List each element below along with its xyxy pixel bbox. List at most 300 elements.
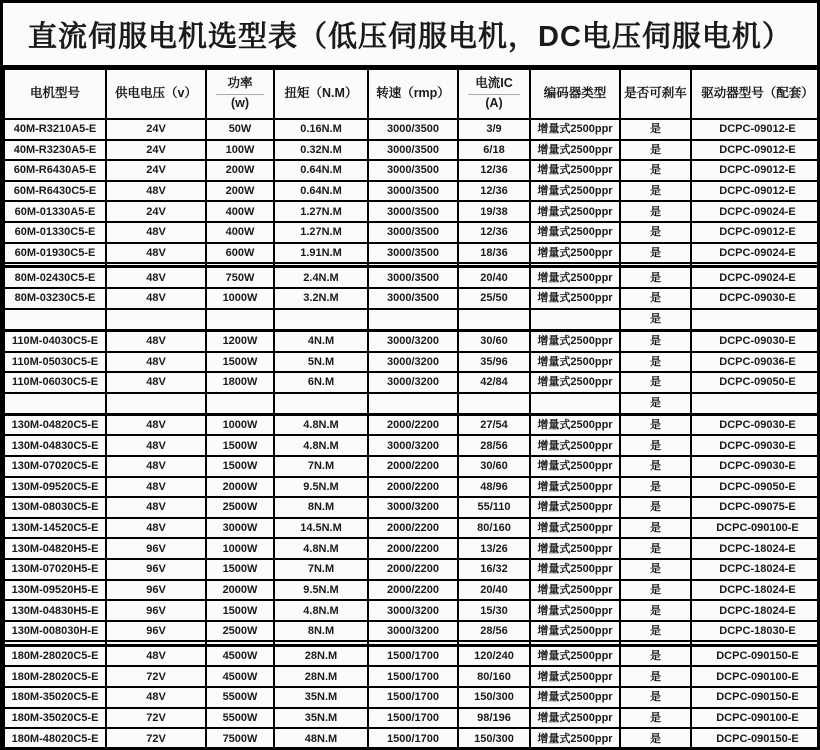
cell-brake: 是: [620, 414, 691, 435]
cell-torque: 0.64N.M: [274, 181, 368, 202]
cell-encoder: 增量式2500ppr: [530, 708, 620, 729]
cell-voltage: 72V: [106, 728, 206, 749]
cell-model: 80M-03230C5-E: [4, 288, 106, 309]
cell-current: 18/36: [458, 243, 530, 264]
cell-driver: DCPC-09030-E: [691, 288, 820, 309]
cell-model: 40M-R3230A5-E: [4, 140, 106, 161]
cell-speed: 3000/3200: [368, 621, 458, 642]
cell-encoder: 增量式2500ppr: [530, 119, 620, 140]
cell-power: 5500W: [206, 708, 274, 729]
cell-torque: 28N.M: [274, 645, 368, 666]
cell-speed: 2000/2200: [368, 456, 458, 477]
cell-current: 20/40: [458, 267, 530, 288]
cell-brake: 是: [620, 456, 691, 477]
spacer-row: [4, 309, 820, 330]
cell-model: 130M-09520C5-E: [4, 477, 106, 498]
column-header-voltage: 供电电压（v）: [106, 69, 206, 119]
cell-encoder: 增量式2500ppr: [530, 518, 620, 539]
cell-power: 100W: [206, 140, 274, 161]
cell-current: 25/50: [458, 288, 530, 309]
cell-driver: DCPC-090150-E: [691, 645, 820, 666]
cell-speed: 3000/3200: [368, 435, 458, 456]
cell-encoder: 增量式2500ppr: [530, 600, 620, 621]
cell-encoder: 增量式2500ppr: [530, 160, 620, 181]
cell-encoder: 增量式2500ppr: [530, 477, 620, 498]
cell-driver: DCPC-09024-E: [691, 201, 820, 222]
cell-model: 130M-04820H5-E: [4, 538, 106, 559]
cell-voltage: 48V: [106, 414, 206, 435]
cell-current: 13/26: [458, 538, 530, 559]
cell-speed: 2000/2200: [368, 538, 458, 559]
cell-model: [4, 393, 106, 414]
cell-brake: 是: [620, 160, 691, 181]
cell-torque: 4.8N.M: [274, 435, 368, 456]
table-row: [4, 518, 820, 539]
cell-current: 20/40: [458, 580, 530, 601]
cell-encoder: 增量式2500ppr: [530, 222, 620, 243]
cell-driver: DCPC-09075-E: [691, 497, 820, 518]
cell-speed: 2000/2200: [368, 580, 458, 601]
cell-model: 130M-04830C5-E: [4, 435, 106, 456]
cell-brake: 是: [620, 518, 691, 539]
cell-model: 60M-01330A5-E: [4, 201, 106, 222]
cell-voltage: 48V: [106, 456, 206, 477]
cell-power: 1000W: [206, 538, 274, 559]
cell-voltage: 24V: [106, 201, 206, 222]
cell-power: 1500W: [206, 352, 274, 373]
cell-model: 180M-48020C5-E: [4, 728, 106, 749]
cell-brake: 是: [620, 330, 691, 351]
cell-brake: 是: [620, 309, 691, 330]
table-row: [4, 538, 820, 559]
cell-power: 4500W: [206, 666, 274, 687]
cell-speed: 3000/3500: [368, 288, 458, 309]
cell-brake: 是: [620, 267, 691, 288]
cell-current: 15/30: [458, 600, 530, 621]
cell-torque: 1.91N.M: [274, 243, 368, 264]
cell-encoder: 增量式2500ppr: [530, 201, 620, 222]
column-header-power-unit: (w): [216, 94, 264, 112]
table-row: [4, 414, 820, 435]
cell-encoder: 增量式2500ppr: [530, 497, 620, 518]
cell-torque: 2.4N.M: [274, 267, 368, 288]
cell-power: 750W: [206, 267, 274, 288]
cell-torque: 5N.M: [274, 352, 368, 373]
cell-brake: 是: [620, 538, 691, 559]
cell-power: 600W: [206, 243, 274, 264]
cell-speed: 1500/1700: [368, 728, 458, 749]
cell-encoder: 增量式2500ppr: [530, 645, 620, 666]
cell-model: 80M-02430C5-E: [4, 267, 106, 288]
cell-model: 60M-01930C5-E: [4, 243, 106, 264]
cell-voltage: 24V: [106, 160, 206, 181]
cell-current: 150/300: [458, 687, 530, 708]
cell-power: [206, 393, 274, 414]
cell-power: 50W: [206, 119, 274, 140]
cell-voltage: 48V: [106, 645, 206, 666]
column-header-current-unit: (A): [468, 94, 520, 112]
cell-voltage: 48V: [106, 352, 206, 373]
cell-torque: 4N.M: [274, 330, 368, 351]
cell-model: 130M-07020H5-E: [4, 559, 106, 580]
cell-torque: 1.27N.M: [274, 201, 368, 222]
cell-driver: DCPC-09024-E: [691, 243, 820, 264]
cell-current: 120/240: [458, 645, 530, 666]
cell-brake: 是: [620, 580, 691, 601]
cell-encoder: 增量式2500ppr: [530, 352, 620, 373]
cell-driver: DCPC-18024-E: [691, 600, 820, 621]
cell-voltage: [106, 309, 206, 330]
cell-power: 1500W: [206, 559, 274, 580]
table-row: [4, 580, 820, 601]
cell-voltage: 48V: [106, 518, 206, 539]
cell-voltage: 48V: [106, 330, 206, 351]
cell-power: 200W: [206, 181, 274, 202]
cell-speed: 2000/2200: [368, 559, 458, 580]
column-header-encoder: 编码器类型: [530, 69, 620, 119]
cell-voltage: 48V: [106, 243, 206, 264]
cell-model: 180M-35020C5-E: [4, 687, 106, 708]
cell-torque: 6N.M: [274, 372, 368, 393]
cell-brake: 是: [620, 393, 691, 414]
cell-current: 28/56: [458, 621, 530, 642]
cell-power: 4500W: [206, 645, 274, 666]
cell-current: [458, 309, 530, 330]
cell-driver: DCPC-09036-E: [691, 352, 820, 373]
cell-driver: DCPC-09012-E: [691, 160, 820, 181]
table-row: [4, 666, 820, 687]
cell-voltage: 24V: [106, 140, 206, 161]
cell-torque: 0.32N.M: [274, 140, 368, 161]
cell-speed: 3000/3500: [368, 160, 458, 181]
cell-model: 130M-008030H-E: [4, 621, 106, 642]
cell-speed: 1500/1700: [368, 687, 458, 708]
cell-torque: 9.5N.M: [274, 580, 368, 601]
table-row: [4, 119, 820, 140]
cell-model: 130M-04830H5-E: [4, 600, 106, 621]
cell-brake: 是: [620, 119, 691, 140]
cell-brake: 是: [620, 288, 691, 309]
cell-encoder: 增量式2500ppr: [530, 538, 620, 559]
column-header-speed: 转速（rmp）: [368, 69, 458, 119]
cell-driver: DCPC-09024-E: [691, 267, 820, 288]
table-row: [4, 288, 820, 309]
cell-brake: 是: [620, 497, 691, 518]
cell-power: 1200W: [206, 330, 274, 351]
cell-torque: 0.16N.M: [274, 119, 368, 140]
column-header-torque: 扭矩（N.M）: [274, 69, 368, 119]
cell-encoder: 增量式2500ppr: [530, 288, 620, 309]
cell-power: 2000W: [206, 477, 274, 498]
cell-driver: DCPC-09030-E: [691, 414, 820, 435]
cell-power: 200W: [206, 160, 274, 181]
motor-spec-table: [3, 68, 820, 750]
cell-brake: 是: [620, 645, 691, 666]
table-row: [4, 330, 820, 351]
cell-speed: 3000/3200: [368, 352, 458, 373]
cell-torque: 4.8N.M: [274, 414, 368, 435]
cell-model: 130M-07020C5-E: [4, 456, 106, 477]
cell-model: [4, 309, 106, 330]
cell-power: 400W: [206, 222, 274, 243]
cell-voltage: 48V: [106, 497, 206, 518]
table-row: [4, 222, 820, 243]
cell-speed: 3000/3500: [368, 181, 458, 202]
cell-brake: 是: [620, 708, 691, 729]
cell-current: 6/18: [458, 140, 530, 161]
cell-torque: [274, 393, 368, 414]
cell-voltage: 48V: [106, 687, 206, 708]
table-row: [4, 708, 820, 729]
cell-voltage: 24V: [106, 119, 206, 140]
cell-speed: 3000/3500: [368, 267, 458, 288]
cell-encoder: 增量式2500ppr: [530, 372, 620, 393]
cell-speed: 3000/3200: [368, 497, 458, 518]
cell-driver: DCPC-18024-E: [691, 559, 820, 580]
table-row: [4, 477, 820, 498]
cell-torque: 4.8N.M: [274, 600, 368, 621]
cell-speed: 3000/3500: [368, 201, 458, 222]
cell-encoder: 增量式2500ppr: [530, 414, 620, 435]
cell-torque: 35N.M: [274, 708, 368, 729]
cell-encoder: 增量式2500ppr: [530, 728, 620, 749]
cell-torque: 1.27N.M: [274, 222, 368, 243]
cell-voltage: 48V: [106, 435, 206, 456]
cell-current: 12/36: [458, 222, 530, 243]
cell-power: 7500W: [206, 728, 274, 749]
cell-speed: 3000/3500: [368, 140, 458, 161]
cell-model: 130M-09520H5-E: [4, 580, 106, 601]
cell-voltage: 48V: [106, 222, 206, 243]
cell-power: 1500W: [206, 435, 274, 456]
cell-model: 60M-R6430A5-E: [4, 160, 106, 181]
cell-current: 12/36: [458, 181, 530, 202]
cell-speed: [368, 393, 458, 414]
cell-speed: 1500/1700: [368, 645, 458, 666]
table-header-row: [4, 69, 820, 119]
cell-encoder: 增量式2500ppr: [530, 181, 620, 202]
cell-model: 130M-08030C5-E: [4, 497, 106, 518]
cell-current: 27/54: [458, 414, 530, 435]
table-row: [4, 728, 820, 749]
cell-speed: 3000/3500: [368, 243, 458, 264]
cell-brake: 是: [620, 687, 691, 708]
cell-power: 1000W: [206, 414, 274, 435]
cell-voltage: 96V: [106, 538, 206, 559]
cell-torque: 14.5N.M: [274, 518, 368, 539]
column-header-power: 功率 (w): [206, 69, 274, 119]
cell-current: [458, 393, 530, 414]
cell-torque: 48N.M: [274, 728, 368, 749]
cell-torque: [274, 309, 368, 330]
cell-speed: 3000/3500: [368, 222, 458, 243]
cell-driver: DCPC-18030-E: [691, 621, 820, 642]
cell-voltage: 48V: [106, 267, 206, 288]
cell-brake: 是: [620, 222, 691, 243]
cell-encoder: 增量式2500ppr: [530, 330, 620, 351]
cell-speed: 2000/2200: [368, 518, 458, 539]
cell-power: 1500W: [206, 600, 274, 621]
cell-torque: 4.8N.M: [274, 538, 368, 559]
cell-encoder: [530, 309, 620, 330]
cell-torque: 28N.M: [274, 666, 368, 687]
cell-driver: DCPC-09012-E: [691, 140, 820, 161]
cell-speed: [368, 309, 458, 330]
cell-brake: 是: [620, 372, 691, 393]
cell-voltage: 72V: [106, 666, 206, 687]
cell-power: 2500W: [206, 497, 274, 518]
cell-model: 110M-05030C5-E: [4, 352, 106, 373]
cell-current: 55/110: [458, 497, 530, 518]
cell-model: 180M-35020C5-E: [4, 708, 106, 729]
cell-speed: 3000/3500: [368, 119, 458, 140]
cell-voltage: 96V: [106, 600, 206, 621]
cell-driver: DCPC-18024-E: [691, 538, 820, 559]
table-row: [4, 352, 820, 373]
cell-encoder: 增量式2500ppr: [530, 666, 620, 687]
table-row: [4, 645, 820, 666]
cell-encoder: 增量式2500ppr: [530, 267, 620, 288]
cell-model: 110M-06030C5-E: [4, 372, 106, 393]
cell-power: [206, 309, 274, 330]
cell-torque: 0.64N.M: [274, 160, 368, 181]
cell-encoder: 增量式2500ppr: [530, 621, 620, 642]
cell-power: 1000W: [206, 288, 274, 309]
cell-brake: 是: [620, 600, 691, 621]
cell-driver: DCPC-09050-E: [691, 477, 820, 498]
column-header-current: 电流IC (A): [458, 69, 530, 119]
cell-driver: DCPC-090150-E: [691, 728, 820, 749]
cell-driver: DCPC-090100-E: [691, 708, 820, 729]
cell-driver: DCPC-09030-E: [691, 435, 820, 456]
table-row: [4, 559, 820, 580]
cell-power: 3000W: [206, 518, 274, 539]
cell-brake: 是: [620, 181, 691, 202]
cell-model: 40M-R3210A5-E: [4, 119, 106, 140]
cell-voltage: 48V: [106, 288, 206, 309]
table-row: [4, 497, 820, 518]
cell-brake: 是: [620, 201, 691, 222]
cell-model: 180M-28020C5-E: [4, 645, 106, 666]
cell-brake: 是: [620, 477, 691, 498]
cell-encoder: 增量式2500ppr: [530, 243, 620, 264]
cell-encoder: 增量式2500ppr: [530, 140, 620, 161]
table-row: [4, 435, 820, 456]
cell-speed: 1500/1700: [368, 666, 458, 687]
cell-driver: DCPC-09030-E: [691, 330, 820, 351]
table-row: [4, 621, 820, 642]
cell-current: 30/60: [458, 330, 530, 351]
cell-speed: 2000/2200: [368, 477, 458, 498]
table-row: [4, 600, 820, 621]
cell-torque: 3.2N.M: [274, 288, 368, 309]
cell-driver: [691, 393, 820, 414]
cell-speed: 3000/3200: [368, 600, 458, 621]
cell-torque: 7N.M: [274, 559, 368, 580]
cell-power: 400W: [206, 201, 274, 222]
page-title: 直流伺服电机选型表（低压伺服电机，DC电压伺服电机）: [3, 3, 817, 68]
cell-current: 28/56: [458, 435, 530, 456]
cell-model: 110M-04030C5-E: [4, 330, 106, 351]
cell-torque: 8N.M: [274, 497, 368, 518]
table-row: [4, 140, 820, 161]
cell-encoder: 增量式2500ppr: [530, 687, 620, 708]
cell-current: 80/160: [458, 518, 530, 539]
cell-brake: 是: [620, 352, 691, 373]
cell-brake: 是: [620, 140, 691, 161]
spacer-row: [4, 393, 820, 414]
cell-torque: 35N.M: [274, 687, 368, 708]
cell-brake: 是: [620, 243, 691, 264]
cell-speed: 1500/1700: [368, 708, 458, 729]
cell-driver: [691, 309, 820, 330]
cell-driver: DCPC-09012-E: [691, 222, 820, 243]
cell-driver: DCPC-09050-E: [691, 372, 820, 393]
cell-current: 19/38: [458, 201, 530, 222]
cell-power: 2500W: [206, 621, 274, 642]
table-row: [4, 181, 820, 202]
table-row: [4, 456, 820, 477]
cell-current: 16/32: [458, 559, 530, 580]
cell-driver: DCPC-090100-E: [691, 666, 820, 687]
cell-model: 60M-R6430C5-E: [4, 181, 106, 202]
cell-model: 180M-28020C5-E: [4, 666, 106, 687]
cell-voltage: 96V: [106, 559, 206, 580]
cell-encoder: 增量式2500ppr: [530, 456, 620, 477]
cell-current: 80/160: [458, 666, 530, 687]
cell-driver: DCPC-09012-E: [691, 181, 820, 202]
cell-model: 130M-14520C5-E: [4, 518, 106, 539]
cell-power: 1800W: [206, 372, 274, 393]
table-row: [4, 687, 820, 708]
cell-speed: 3000/3200: [368, 372, 458, 393]
cell-voltage: 48V: [106, 181, 206, 202]
cell-voltage: 72V: [106, 708, 206, 729]
cell-voltage: 96V: [106, 580, 206, 601]
cell-encoder: 增量式2500ppr: [530, 580, 620, 601]
cell-encoder: 增量式2500ppr: [530, 559, 620, 580]
table-row: [4, 267, 820, 288]
column-header-model: 电机型号: [4, 69, 106, 119]
cell-driver: DCPC-18024-E: [691, 580, 820, 601]
cell-brake: 是: [620, 728, 691, 749]
cell-voltage: [106, 393, 206, 414]
cell-current: 48/96: [458, 477, 530, 498]
cell-driver: DCPC-090100-E: [691, 518, 820, 539]
column-header-brake: 是否可刹车: [620, 69, 691, 119]
cell-voltage: 48V: [106, 477, 206, 498]
cell-voltage: 96V: [106, 621, 206, 642]
cell-power: 1500W: [206, 456, 274, 477]
cell-driver: DCPC-09012-E: [691, 119, 820, 140]
cell-brake: 是: [620, 435, 691, 456]
cell-voltage: 48V: [106, 372, 206, 393]
cell-current: 30/60: [458, 456, 530, 477]
cell-power: 5500W: [206, 687, 274, 708]
cell-model: 60M-01330C5-E: [4, 222, 106, 243]
cell-driver: DCPC-090150-E: [691, 687, 820, 708]
cell-current: 150/300: [458, 728, 530, 749]
cell-torque: 7N.M: [274, 456, 368, 477]
cell-model: 130M-04820C5-E: [4, 414, 106, 435]
cell-torque: 9.5N.M: [274, 477, 368, 498]
table-row: [4, 201, 820, 222]
table-row: [4, 160, 820, 181]
cell-brake: 是: [620, 559, 691, 580]
cell-speed: 3000/3200: [368, 330, 458, 351]
cell-driver: DCPC-09030-E: [691, 456, 820, 477]
cell-current: 12/36: [458, 160, 530, 181]
